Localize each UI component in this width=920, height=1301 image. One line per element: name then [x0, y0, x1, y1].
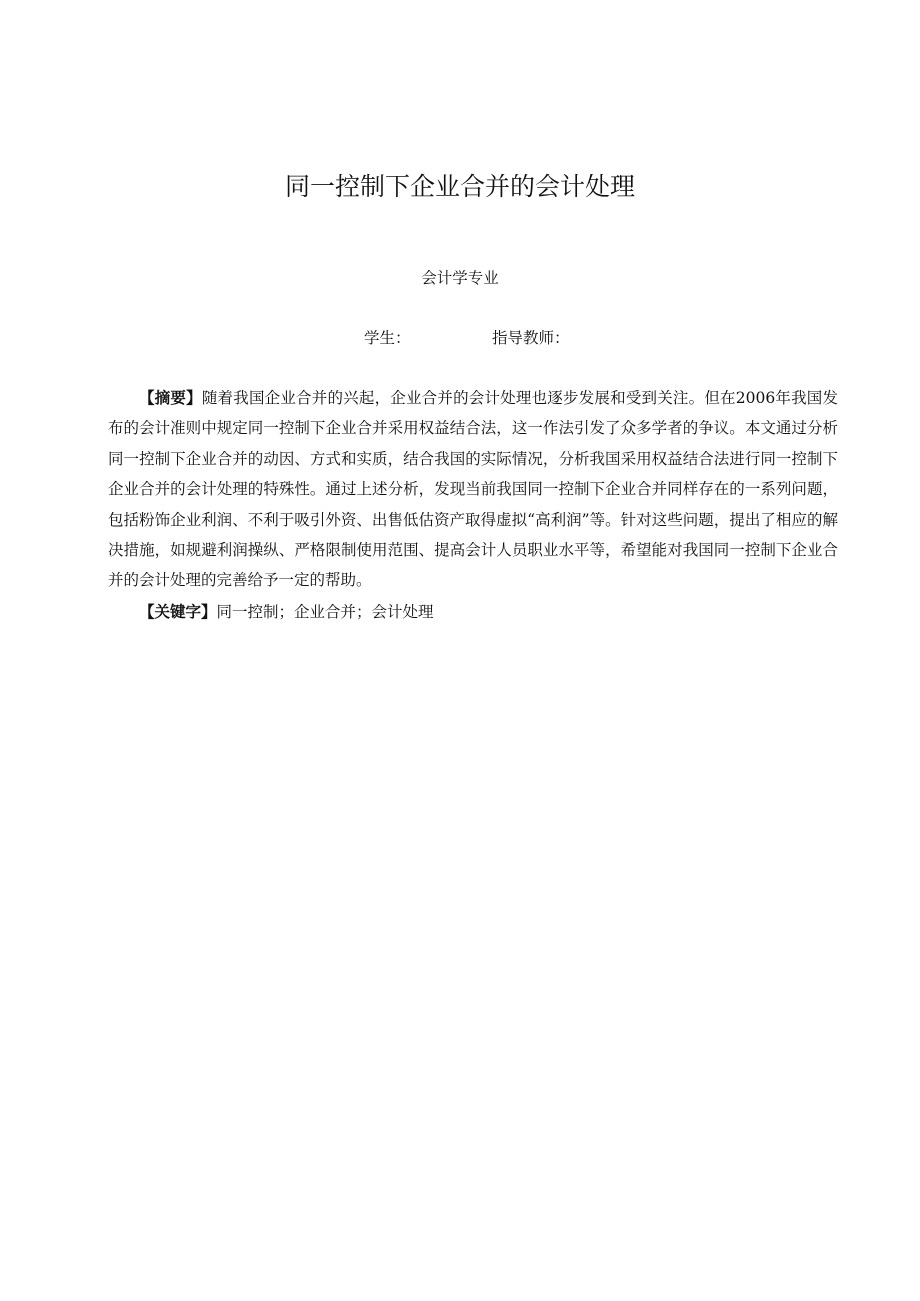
- keywords-text: 同一控制；企业合并；会计处理: [216, 603, 434, 621]
- major-line: 会计学专业: [421, 269, 499, 287]
- keywords-paragraph: [108, 597, 838, 627]
- keywords-label: 【关键字】: [139, 603, 217, 621]
- abstract-text: 随着我国企业合并的兴起，企业合并的会计处理也逐步发展和受到关注。但在2006年我国发布的会计准则中规定同一控制下企业合并采用权益结合法，这一作法引发了众多学者的争议。本文通过分析同一控制下企业合并的动因、方式和实质，结合我国的实际情况，分析我国采用权益结合法进行同一控制下企业合并的会计处理的特殊性。通过上述分析，发现当前我国同一控制下企业合并同样存在的一系列问题，包括粉饰企业利润、不利于吸引外资、出售低估资产取得虚拟“高利润”等。针对这些问题，提出了相应的解决措施，如规避利润操纵、严格限制使用范围、提高会计人员职业水平等，希望能对我国同一控制下企业合并的会计处理的完善给予一定的帮助。: [108, 389, 838, 590]
- advisor-label: 指导教师：: [492, 329, 570, 347]
- byline: [364, 326, 570, 350]
- abstract-label: 【摘要】: [139, 389, 202, 407]
- student-label: 学生：: [364, 329, 411, 347]
- abstract-paragraph: [108, 383, 838, 596]
- paper-title: 同一控制下企业合并的会计处理: [284, 172, 635, 201]
